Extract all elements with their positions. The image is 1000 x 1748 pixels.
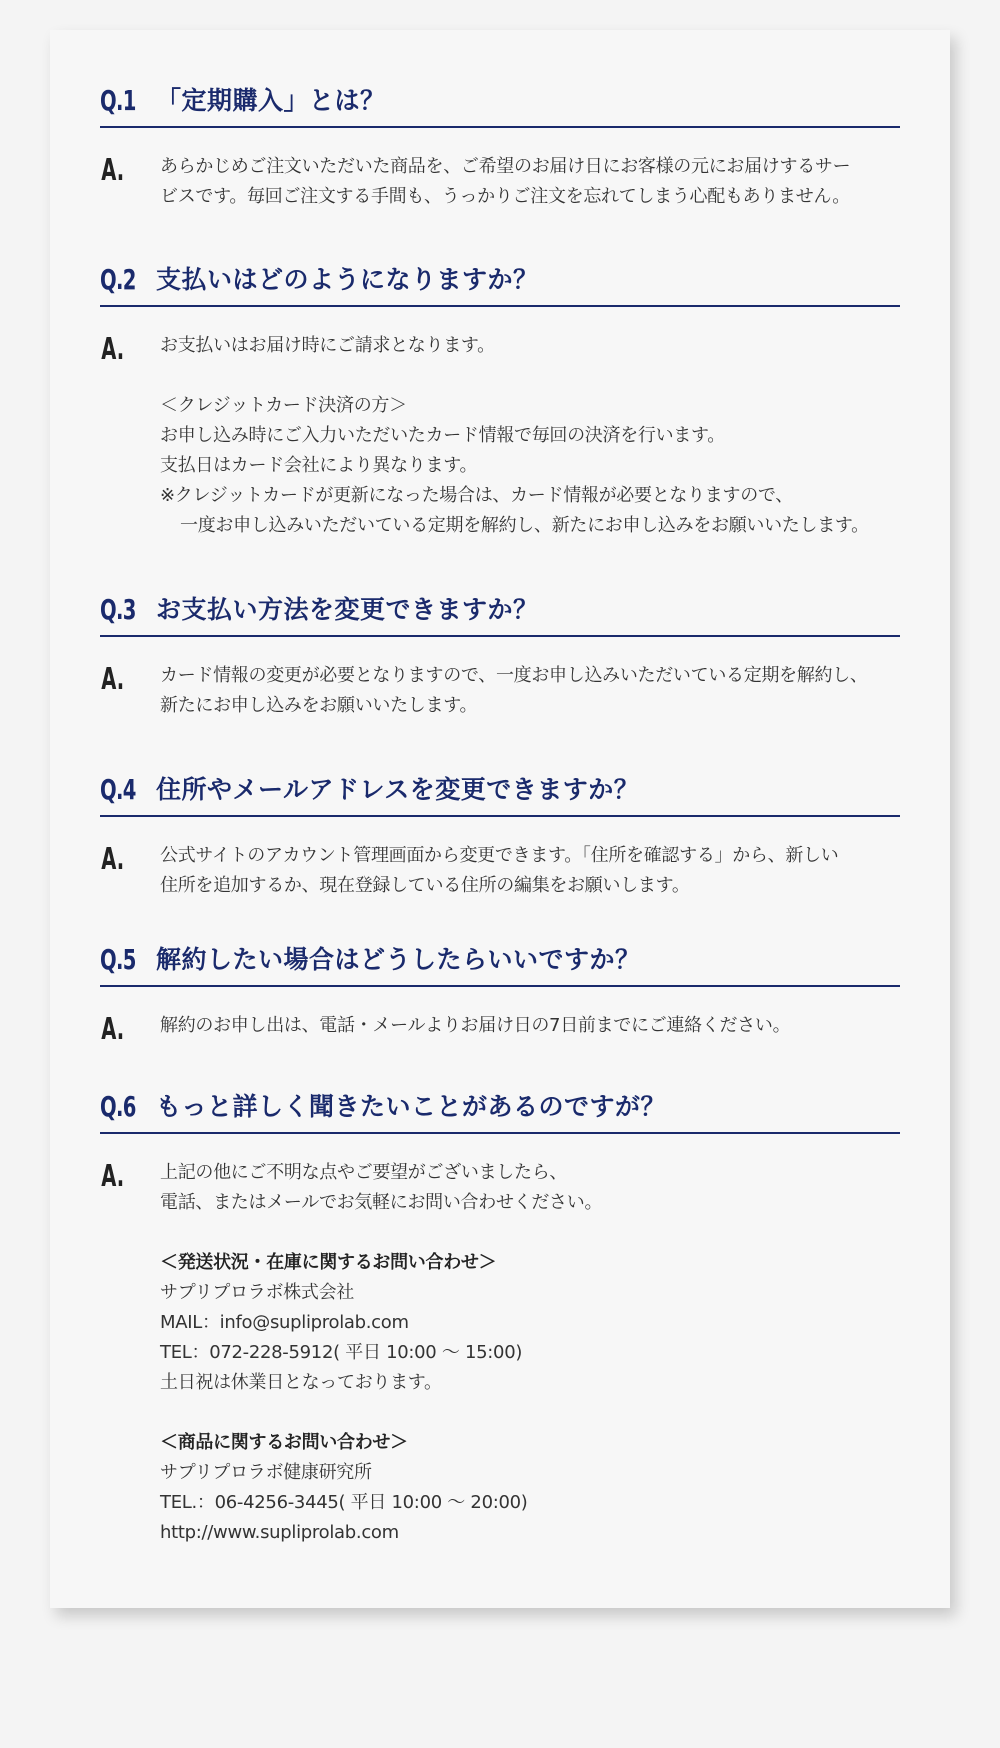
question-number: Q.3 bbox=[100, 593, 136, 626]
question-title: 住所やメールアドレスを変更できますか？ bbox=[156, 775, 640, 804]
question-number: Q.4 bbox=[100, 773, 136, 806]
answer-mark: A. bbox=[101, 662, 125, 697]
contact-heading-product: ＜商品に関するお問い合わせ＞ bbox=[160, 1432, 408, 1453]
answer-line: 電話、またはメールでお気軽にお問い合わせください。 bbox=[160, 1192, 603, 1213]
answer-line: 公式サイトのアカウント管理画面から変更できます。「住所を確認する」から、新しい bbox=[160, 845, 839, 866]
question-number: Q.2 bbox=[100, 263, 136, 296]
answer-line: カード情報の変更が必要となりますので、一度お申し込みいただいている定期を解約し、 bbox=[160, 665, 868, 686]
answer-body bbox=[160, 841, 838, 901]
answer-line bbox=[160, 361, 869, 391]
answer-line bbox=[160, 1398, 602, 1428]
answer-mark: A. bbox=[101, 842, 125, 877]
question-number: Q.5 bbox=[100, 943, 136, 976]
answer-line: ビスです。毎回ご注文する手間も、うっかりご注文を忘れてしまう心配もありません。 bbox=[160, 186, 850, 207]
question-title: もっと詳しく聞きたいことがあるのですが？ bbox=[156, 1092, 667, 1121]
answer-mark: A. bbox=[101, 332, 125, 367]
contact-heading-shipping: ＜発送状況・在庫に関するお問い合わせ＞ bbox=[160, 1252, 497, 1273]
question-title: 支払いはどのようになりますか？ bbox=[156, 265, 539, 294]
answer-line: ※クレジットカードが更新になった場合は、カード情報が必要となりますので、 bbox=[160, 485, 793, 506]
answer-body bbox=[160, 1011, 790, 1045]
answer-body bbox=[160, 152, 850, 212]
answer-line: 上記の他にご不明な点やご要望がございましたら、 bbox=[160, 1162, 568, 1183]
answer-mark: A. bbox=[101, 153, 125, 188]
faq-item-5 bbox=[100, 943, 900, 1047]
answer-mark: A. bbox=[101, 1012, 125, 1047]
answer-body bbox=[160, 331, 869, 541]
faq-item-2 bbox=[100, 263, 900, 541]
question-header bbox=[100, 593, 900, 637]
faq-item-1 bbox=[100, 84, 900, 212]
contact-email[interactable]: MAIL：info@supliprolab.com bbox=[160, 1312, 409, 1333]
answer bbox=[100, 661, 900, 721]
answer-body bbox=[160, 1158, 602, 1548]
question-title: お支払い方法を変更できますか？ bbox=[156, 595, 539, 624]
contact-phone[interactable]: TEL：072-228-5912( 平日 10:00 ～ 15:00) bbox=[160, 1342, 523, 1363]
answer-line: お申し込み時にご入力いただいたカード情報で毎回の決済を行います。 bbox=[160, 425, 725, 446]
answer-line: 解約のお申し出は、電話・メールよりお届け日の7日前までにご連絡ください。 bbox=[160, 1015, 791, 1036]
faq-item-3 bbox=[100, 593, 900, 721]
company-name: サプリプロラボ株式会社 bbox=[160, 1282, 354, 1303]
question-title: 解約したい場合はどうしたらいいですか？ bbox=[156, 945, 641, 974]
question-number: Q.1 bbox=[100, 84, 136, 117]
answer-line bbox=[160, 1218, 602, 1248]
faq-item-4 bbox=[100, 773, 900, 901]
answer bbox=[100, 841, 900, 901]
answer bbox=[100, 331, 900, 541]
answer-line: 一度お申し込みいただいている定期を解約し、新たにお申し込みをお願いいたします。 bbox=[180, 515, 869, 536]
answer-line: お支払いはお届け時にご請求となります。 bbox=[160, 335, 495, 356]
answer-mark: A. bbox=[101, 1159, 125, 1194]
question-header bbox=[100, 773, 900, 817]
answer-line: 新たにお申し込みをお願いいたします。 bbox=[160, 695, 478, 716]
question-number: Q.6 bbox=[100, 1090, 136, 1123]
product-phone[interactable]: TEL.：06-4256-3445( 平日 10:00 ～ 20:00) bbox=[160, 1492, 528, 1513]
answer-line: あらかじめご注文いただいた商品を、ご希望のお届け日にお客様の元にお届けするサー bbox=[160, 156, 851, 177]
question-header bbox=[100, 1090, 900, 1134]
answer bbox=[100, 1011, 900, 1045]
question-title: 「定期購入」とは？ bbox=[156, 86, 386, 115]
answer bbox=[100, 1158, 900, 1548]
answer-line: 支払日はカード会社により異なります。 bbox=[160, 455, 478, 476]
answer-line: ＜クレジットカード決済の方＞ bbox=[160, 395, 407, 416]
holiday-note: 土日祝は休業日となっております。 bbox=[160, 1372, 442, 1393]
question-header bbox=[100, 84, 900, 128]
question-header bbox=[100, 943, 900, 987]
institute-name: サプリプロラボ健康研究所 bbox=[160, 1462, 372, 1483]
faq-item-6 bbox=[100, 1090, 900, 1548]
website-link[interactable]: http://www.supliprolab.com bbox=[160, 1522, 399, 1543]
answer-line: 住所を追加するか、現在登録している住所の編集をお願いします。 bbox=[160, 875, 690, 896]
answer bbox=[100, 152, 900, 212]
answer-body bbox=[160, 661, 868, 721]
question-header bbox=[100, 263, 900, 307]
